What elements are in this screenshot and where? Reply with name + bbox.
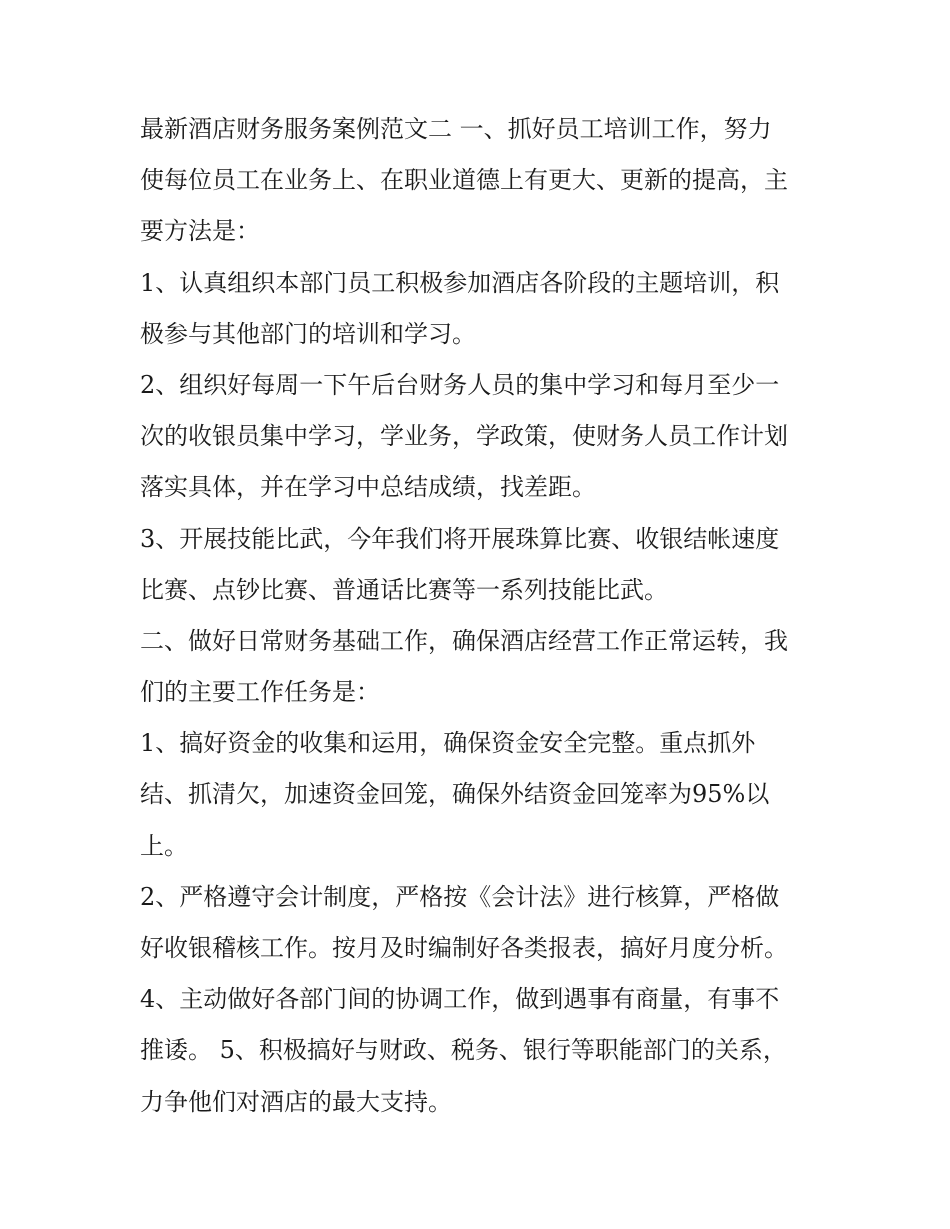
text-line: 落实具体，并在学习中总结成绩，找差距。 [140,473,596,502]
text-line: 要方法是： [140,217,260,246]
text-line: 1、认真组织本部门员工积极参加酒店各阶段的主题培训，积 [140,268,780,297]
text-line: 4、主动做好各部门间的协调工作，做到遇事有商量，有事不 [140,985,780,1014]
text-line: 3、开展技能比武，今年我们将开展珠算比赛、收银结帐速度 [140,524,780,553]
text-line: 二、做好日常财务基础工作，确保酒店经营工作正常运转，我 [140,626,788,655]
text-line: 1、搞好资金的收集和运用，确保资金安全完整。重点抓外 [140,729,756,758]
text-line: 好收银稽核工作。按月及时编制好各类报表，搞好月度分析。 [140,934,788,962]
text-line: 2、组织好每周一下午后台财务人员的集中学习和每月至少一 [140,370,780,399]
text-line: 最新酒店财务服务案例范文二 一、抓好员工培训工作，努力 [140,115,772,143]
text-line: 次的收银员集中学习，学业务，学政策，使财务人员工作计划 [140,422,788,451]
text-line: 比赛、点钞比赛、普通话比赛等一系列技能比武。 [140,575,668,604]
text-line: 结、抓清欠，加速资金回笼，确保外结资金回笼率为95%以 [140,780,770,809]
text-line: 力争他们对酒店的最大支持。 [140,1087,452,1116]
text-line: 们的主要工作任务是： [140,678,380,707]
document-body [140,104,820,1128]
text-line: 极参与其他部门的培训和学习。 [140,319,476,348]
text-line: 2、严格遵守会计制度，严格按《会计法》进行核算，严格做 [140,882,780,911]
text-line: 使每位员工在业务上、在职业道德上有更大、更新的提高，主 [140,166,788,195]
text-line: 上。 [140,831,188,860]
text-line: 推诿。 5、积极搞好与财政、税务、银行等职能部门的关系， [140,1036,787,1065]
